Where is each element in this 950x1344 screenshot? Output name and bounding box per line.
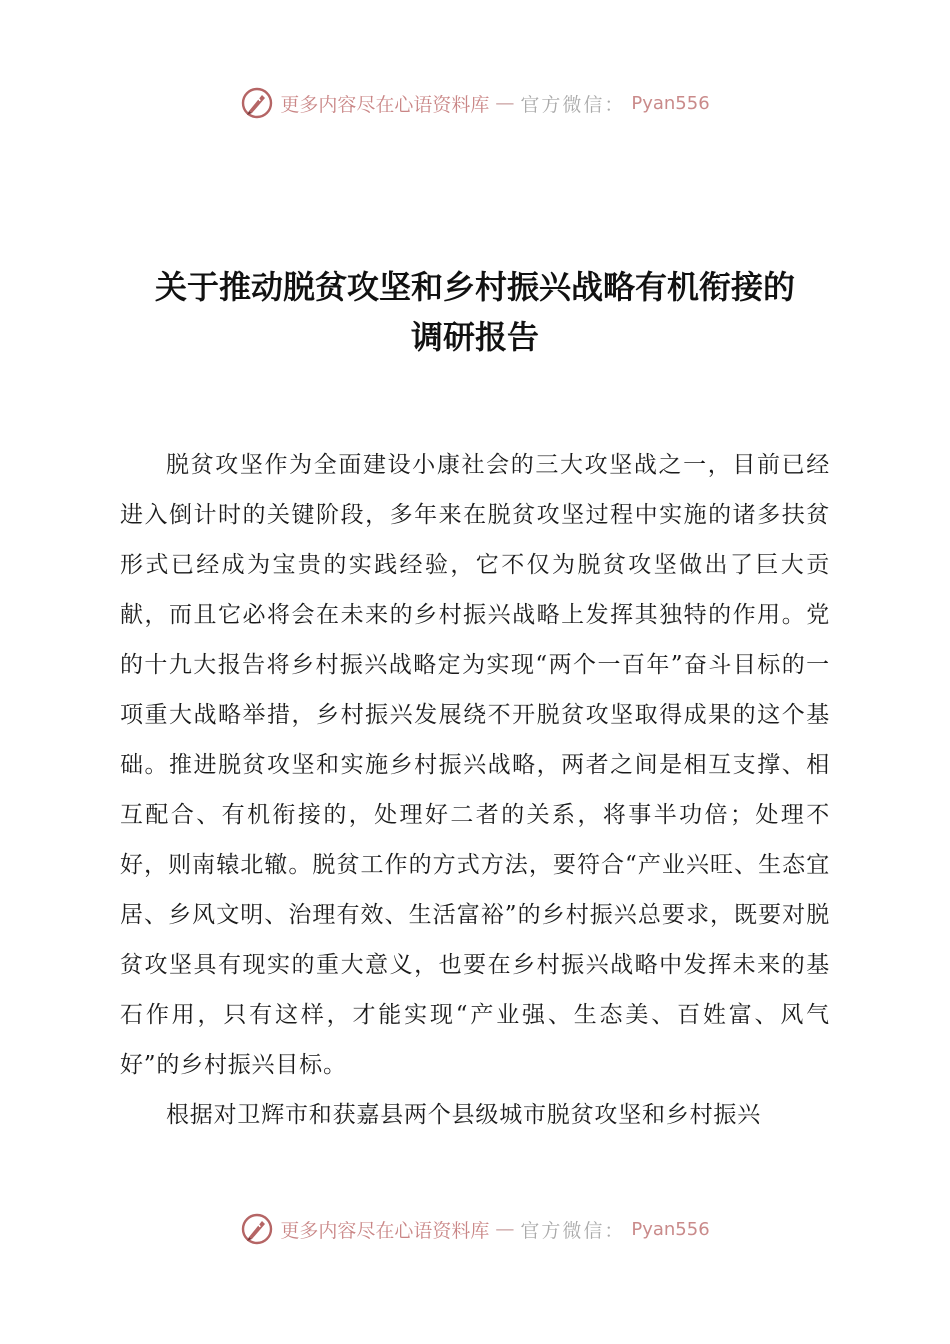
watermark-main-text: 更多内容尽在心语资料库: [280, 93, 490, 116]
title-line-2: 调研报告: [410, 318, 539, 356]
document-body: [120, 440, 830, 1140]
watermark-main-text: 更多内容尽在心语资料库: [280, 1219, 490, 1242]
watermark-label: 官方微信：: [520, 93, 626, 116]
watermark-wechat-id: Pyan556: [631, 92, 710, 114]
watermark-label: 官方微信：: [520, 1219, 626, 1242]
watermark-wechat-id: Pyan556: [631, 1218, 710, 1240]
pen-circle-logo-icon: [240, 86, 274, 120]
header-watermark: [0, 86, 950, 120]
watermark-separator: —: [495, 1218, 515, 1240]
paragraph-2: 根据对卫辉市和获嘉县两个县级城市脱贫攻坚和乡村振兴: [166, 1102, 761, 1128]
paragraph-1: 脱贫攻坚作为全面建设小康社会的三大攻坚战之一，目前已经进入倒计时的关键阶段，多年来在脱贫攻坚过程中实施的诸多扶贫形式已经成为宝贵的实践经验，它不仅为脱贫攻坚做出了巨大贡献，而且它必将会在未来的乡村振兴战略上发挥其独特的作用。党的十九大报告将乡村振兴战略定为实现“两个一百年”奋斗目标的一项重大战略举措，乡村振兴发展绕不开脱贫攻坚取得成果的这个基础。推进脱贫攻坚和实施乡村振兴战略，两者之间是相互支撑、相互配合、有机衔接的，处理好二者的关系，将事半功倍；处理不好，则南辕北辙。脱贫工作的方式方法，要符合“产业兴旺、生态宜居、乡风文明、治理有效、生活富裕”的乡村振兴总要求，既要对脱贫攻坚具有现实的重大意义，也要在乡村振兴战略中发挥未来的基石作用，只有这样，才能实现“产业强、生态美、百姓富、风气好”的乡村振兴目标。: [120, 452, 830, 1078]
document-title: [60, 262, 890, 362]
watermark-separator: —: [495, 92, 515, 114]
pen-circle-logo-icon: [240, 1212, 274, 1246]
footer-watermark: [0, 1212, 950, 1246]
title-line-1: 关于推动脱贫攻坚和乡村振兴战略有机衔接的: [154, 268, 795, 306]
